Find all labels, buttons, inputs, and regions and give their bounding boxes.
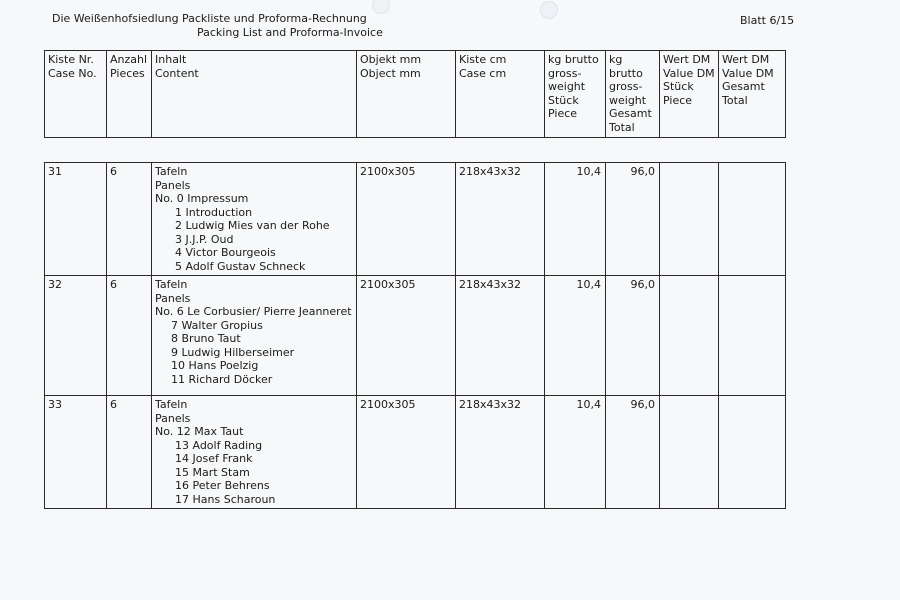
object-mm-cell: 2100x305 xyxy=(357,276,456,396)
pieces-cell: 6 xyxy=(107,396,152,509)
document-subtitle: Packing List and Proforma-Invoice xyxy=(197,26,383,39)
kg-piece-cell: 10,4 xyxy=(545,276,606,396)
value-piece-cell xyxy=(660,163,719,276)
header-cell-pieces: Anzahl Pieces xyxy=(107,51,152,138)
case-number-cell: 32 xyxy=(45,276,107,396)
kg-total-cell: 96,0 xyxy=(606,163,660,276)
header-cell-content: Inhalt Content xyxy=(152,51,357,138)
header-cell-value-total: Wert DM Value DM Gesamt Total xyxy=(719,51,786,138)
packing-list-table xyxy=(44,162,786,509)
header-cell-case-no: Kiste Nr. Case No. xyxy=(45,51,107,138)
punch-hole-mark xyxy=(372,0,390,14)
table-row xyxy=(45,276,786,396)
table-row xyxy=(45,396,786,509)
header-cell-case-cm: Kiste cm Case cm xyxy=(456,51,545,138)
case-cm-cell: 218x43x32 xyxy=(456,163,545,276)
pieces-cell: 6 xyxy=(107,163,152,276)
pieces-cell: 6 xyxy=(107,276,152,396)
value-total-cell xyxy=(719,276,786,396)
value-piece-cell xyxy=(660,396,719,509)
case-cm-cell: 218x43x32 xyxy=(456,396,545,509)
content-cell: Tafeln Panels No. 6 Le Corbusier/ Pierre Jeanneret 7 Walter Gropius 8 Bruno Taut 9 Ludwig Hilberseimer 10 Hans Poelzig 11 Richard Döcker xyxy=(152,276,357,396)
sheet-number: Blatt 6/15 xyxy=(740,14,795,27)
value-total-cell xyxy=(719,396,786,509)
object-mm-cell: 2100x305 xyxy=(357,396,456,509)
content-cell: Tafeln Panels No. 0 Impressum 1 Introduction 2 Ludwig Mies van der Rohe 3 J.J.P. Oud 4 Victor Bourgeois 5 Adolf Gustav Schneck xyxy=(152,163,357,276)
column-header-table xyxy=(44,50,786,138)
table-row xyxy=(45,163,786,276)
case-cm-cell: 218x43x32 xyxy=(456,276,545,396)
header-cell-kg-total: kg brutto gross- weight Gesamt Total xyxy=(606,51,660,138)
punch-hole-mark xyxy=(540,1,558,19)
kg-total-cell: 96,0 xyxy=(606,276,660,396)
content-cell: Tafeln Panels No. 12 Max Taut 13 Adolf Rading 14 Josef Frank 15 Mart Stam 16 Peter Behrens 17 Hans Scharoun xyxy=(152,396,357,509)
kg-piece-cell: 10,4 xyxy=(545,163,606,276)
project-name: Die Weißenhofsiedlung xyxy=(52,12,179,25)
kg-piece-cell: 10,4 xyxy=(545,396,606,509)
case-number-cell: 33 xyxy=(45,396,107,509)
document-title: Packliste und Proforma-Rechnung xyxy=(182,12,367,25)
case-number-cell: 31 xyxy=(45,163,107,276)
value-piece-cell xyxy=(660,276,719,396)
header-cell-kg-piece: kg brutto gross- weight Stück Piece xyxy=(545,51,606,138)
object-mm-cell: 2100x305 xyxy=(357,163,456,276)
header-cell-value-piece: Wert DM Value DM Stück Piece xyxy=(660,51,719,138)
header-cell-object-mm: Objekt mm Object mm xyxy=(357,51,456,138)
kg-total-cell: 96,0 xyxy=(606,396,660,509)
value-total-cell xyxy=(719,163,786,276)
